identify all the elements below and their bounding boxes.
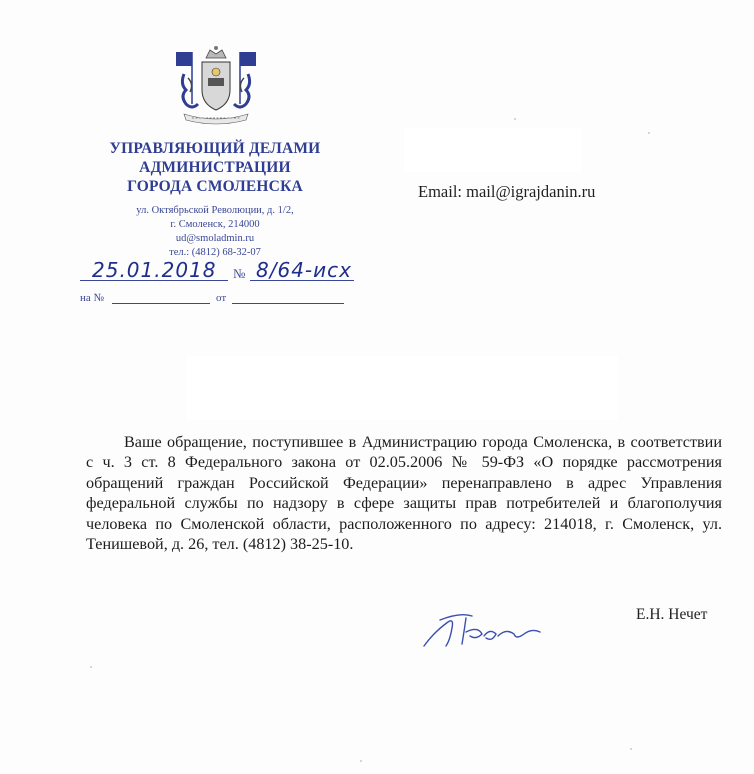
- smolensk-coat-of-arms-icon: [170, 44, 262, 126]
- redacted-recipient-name: [404, 128, 582, 172]
- reference-number-label: на №: [80, 292, 105, 304]
- redacted-salutation: [186, 356, 618, 420]
- scan-speck: [630, 748, 632, 750]
- handwritten-date: 25.01.2018: [92, 258, 217, 282]
- number-underline: [250, 280, 354, 281]
- signer-name: Е.Н. Нечет: [636, 606, 708, 623]
- address-phone: тел.: (4812) 68-32-07: [169, 247, 261, 258]
- scan-speck: [360, 760, 362, 762]
- body-paragraph: Ваше обращение, поступившее в Администрацию города Смоленска, в соответствии с ч. 3 ст. 8 Федерального закона от 02.05.2006 № 59-ФЗ «О порядке рассмотрения обращений граждан Российской Федерации» перенаправлено в адрес Управления федеральной службы по надзору в сфере защиты прав потребителей и благополучия человека по Смоленской области, расположенного по адресу: 214018, г. Смоленск, ул. Тенишевой, д. 26, тел. (4812) 38-25-10.: [86, 433, 722, 554]
- org-line-1: УПРАВЛЯЮЩИЙ ДЕЛАМИ: [109, 140, 321, 157]
- handwritten-outgoing-number: 8/64-исх: [256, 258, 352, 282]
- address-city: г. Смоленск, 214000: [170, 219, 260, 230]
- recipient-email: Email: mail@igrajdanin.ru: [418, 182, 596, 201]
- address-email: ud@smoladmin.ru: [175, 233, 255, 244]
- letter-body: [86, 432, 722, 554]
- address-street: ул. Октябрьской Революции, д. 1/2,: [136, 205, 294, 216]
- handwritten-signature: [420, 606, 560, 654]
- org-line-3: ГОРОДА СМОЛЕНСКА: [127, 178, 303, 195]
- scan-speck: [90, 666, 92, 668]
- reference-date-label: от: [216, 292, 227, 304]
- org-line-2: АДМИНИСТРАЦИИ: [139, 159, 291, 176]
- number-label: №: [233, 266, 246, 281]
- reference-number-underline: [112, 303, 210, 304]
- date-underline: [80, 280, 228, 281]
- scan-speck: [648, 132, 650, 134]
- reference-date-underline: [232, 303, 344, 304]
- scan-speck: [514, 118, 516, 120]
